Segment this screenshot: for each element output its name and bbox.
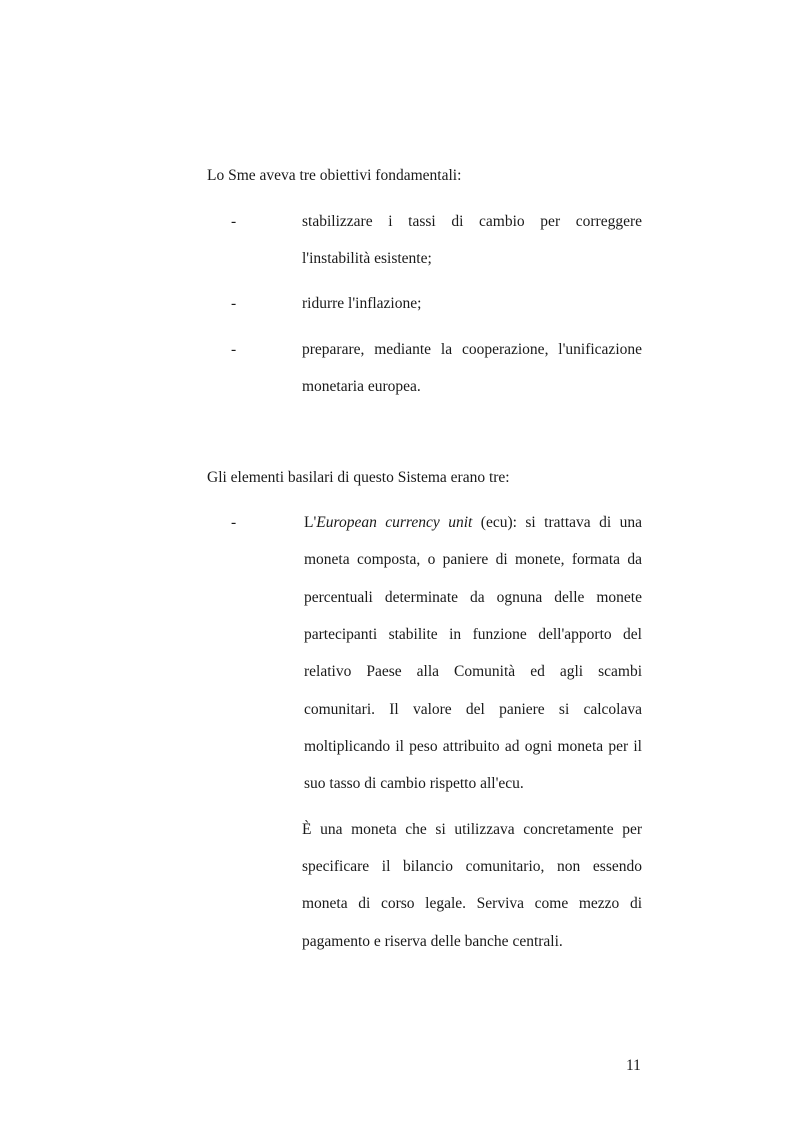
ecu-line: partecipanti stabilite in funzione dell'apporto del <box>304 626 642 643</box>
bullet-dash: - <box>231 295 237 312</box>
list-item-text: monetaria europea. <box>302 378 421 395</box>
page-number: 11 <box>626 1057 641 1074</box>
ecu-prefix: L' <box>304 514 317 531</box>
ecu-line: moltiplicando il peso attribuito ad ogni moneta per il <box>304 738 642 755</box>
elements-heading: Gli elementi basilari di questo Sistema erano tre: <box>207 469 510 486</box>
ecu-line: relativo Paese alla Comunità ed agli scambi <box>304 663 642 680</box>
list-item-text: ridurre l'inflazione; <box>302 295 422 312</box>
list-item-text: stabilizzare i tassi di cambio per correggere <box>302 213 642 230</box>
ecu-line: comunitari. Il valore del paniere si calcolava <box>304 701 642 718</box>
ecu-line: moneta di corso legale. Serviva come mezzo di <box>302 895 642 912</box>
ecu-line: specificare il bilancio comunitario, non essendo <box>302 858 642 875</box>
ecu-term: European currency unit <box>316 514 473 531</box>
bullet-dash: - <box>231 213 237 230</box>
intro-heading: Lo Sme aveva tre obiettivi fondamentali: <box>207 167 462 184</box>
bullet-dash: - <box>231 341 237 358</box>
ecu-line: percentuali determinate da ognuna delle monete <box>304 589 642 606</box>
ecu-line: pagamento e riserva delle banche centrali. <box>302 933 563 950</box>
list-item-text: preparare, mediante la cooperazione, l'unificazione <box>302 341 642 358</box>
ecu-suffix: (ecu): si trattava di una <box>472 514 642 531</box>
ecu-line: È una moneta che si utilizzava concretamente per <box>302 821 642 838</box>
list-item-text: l'instabilità esistente; <box>302 250 432 267</box>
ecu-first-line <box>304 513 642 533</box>
ecu-line: moneta composta, o paniere di monete, formata da <box>304 551 642 568</box>
ecu-line: suo tasso di cambio rispetto all'ecu. <box>304 775 524 792</box>
bullet-dash: - <box>231 514 237 531</box>
